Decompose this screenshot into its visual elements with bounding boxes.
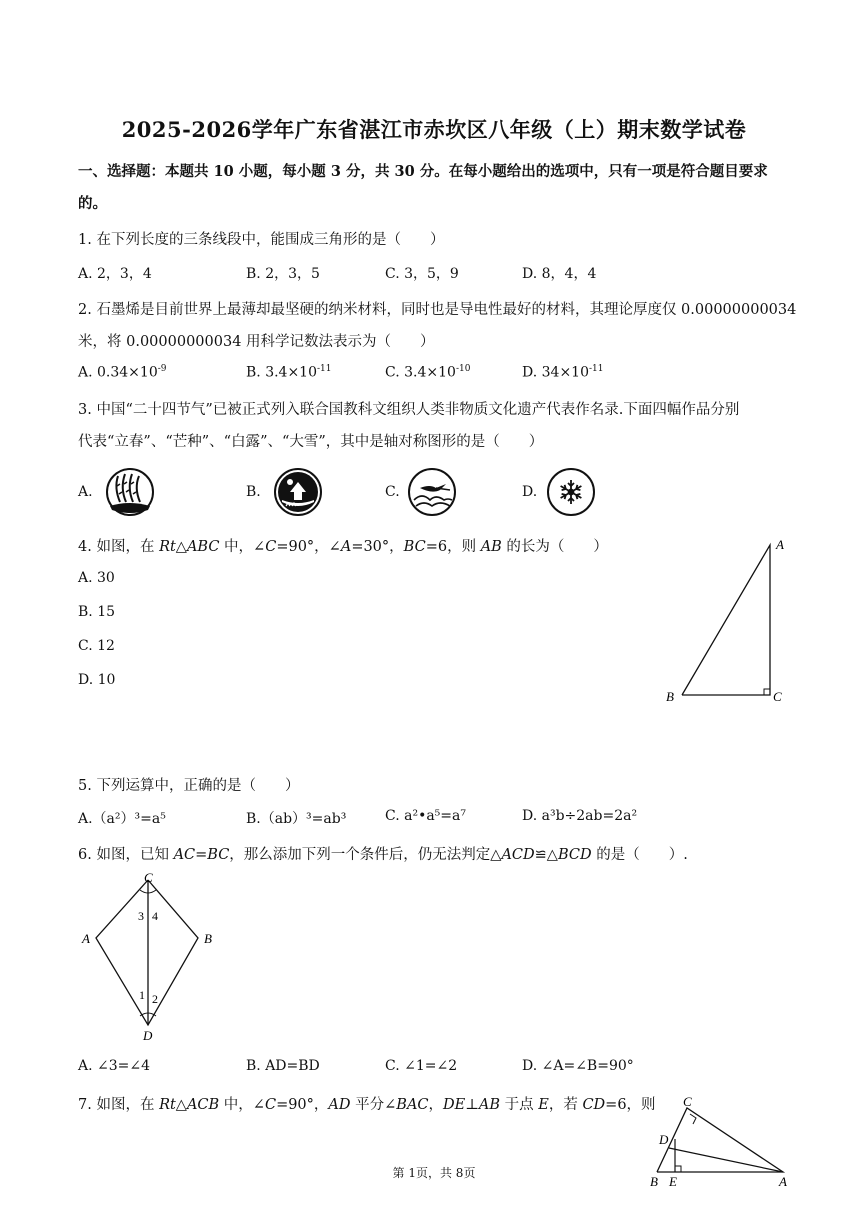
mangzhong-farmer-icon [274, 468, 322, 516]
q6-angle-1: 1 [139, 988, 145, 1002]
q3-option-d-label: D. [522, 484, 538, 500]
q1-option-b: B. 2，3，5 [246, 266, 320, 282]
q5-option-d: D. a³b÷2ab=2a² [522, 808, 638, 824]
q4-option-c: C. 12 [78, 638, 115, 654]
q6-vertex-a: A [82, 931, 90, 946]
q6-vertex-c: C [144, 870, 153, 885]
q3-option-b-label: B. [246, 484, 261, 500]
q6-stem: 6. 如图，已知 AC=BC，那么添加下列一个条件后，仍无法判定△ACD≌△BCD 的是（ ）. [78, 847, 688, 863]
lichun-willow-icon [106, 468, 154, 516]
q7-vertex-a: A [779, 1174, 787, 1189]
q2-option-a: A. $0.34\times 10^{-9}$ [78, 364, 167, 381]
page-title: 2025-2026学年广东省湛江市赤坎区八年级（上）期末数学试卷 [121, 117, 747, 142]
q7-vertex-c: C [683, 1094, 692, 1109]
q6-kite-figure [78, 870, 238, 1045]
q5-option-a: A.（a²）³=a⁵ [78, 811, 166, 827]
q2-stem-line1: 2. 石墨烯是目前世界上最薄却最坚硬的纳米材料，同时也是导电性最好的材料，其理论厚度仅 0.00000000034 [78, 302, 797, 318]
q6-angle-2: 2 [152, 992, 158, 1006]
q6-option-c: C. ∠1=∠2 [385, 1058, 458, 1074]
q6-vertex-d: D [143, 1028, 153, 1043]
q6-option-a: A. ∠3=∠4 [78, 1058, 151, 1074]
q5-option-c: C. a²•a⁵=a⁷ [385, 808, 466, 824]
q7-vertex-b: B [650, 1174, 658, 1189]
q2-option-d: D. $34\times 10^{-11}$ [522, 364, 604, 381]
q2-option-c: C. $3.4\times 10^{-10}$ [385, 364, 471, 381]
q1-option-d: D. 8，4，4 [522, 266, 597, 282]
q3-option-c-label: C. [385, 484, 400, 500]
q4-vertex-b: B [666, 689, 674, 704]
bailu-crane-icon [408, 468, 456, 516]
q1-option-a: A. 2，3，4 [78, 266, 152, 282]
q3-option-a-label: A. [78, 484, 93, 500]
q3-stem-line1: 3. 中国“二十四节气”已被正式列入联合国教科文组织人类非物质文化遗产代表作名录.下面四幅作品分别 [78, 402, 740, 418]
q2-stem-line2: 米，将 0.00000000034 用科学记数法表示为（ ） [78, 334, 435, 350]
q4-vertex-c: C [773, 689, 782, 704]
section-heading-line1: 一、选择题：本题共 10 小题，每小题 3 分，共 30 分。在每小题给出的选项中，只有一项是符合题目要求 [78, 163, 768, 180]
q5-option-b: B.（ab）³=ab³ [246, 811, 347, 827]
q4-option-a: A. 30 [78, 570, 115, 586]
page-footer: 第 1页，共 8页 [392, 1166, 476, 1180]
q7-vertex-d: D [659, 1132, 669, 1147]
q6-angle-3: 3 [138, 909, 144, 923]
q6-angle-4: 4 [152, 909, 158, 923]
q6-option-d: D. ∠A=∠B=90° [522, 1058, 634, 1074]
q4-vertex-a: A [776, 537, 784, 552]
q7-vertex-e: E [669, 1174, 677, 1189]
q1-stem: 1. 在下列长度的三条线段中，能围成三角形的是（ ） [78, 232, 445, 248]
q4-stem: 4. 如图，在 Rt△ABC 中，∠C=90°，∠A=30°，BC=6，则 AB 的长为（ ） [78, 539, 608, 555]
q7-stem: 7. 如图，在 Rt△ACB 中，∠C=90°，AD 平分∠BAC，DE⊥AB 于点 E，若 CD=6，则 [78, 1097, 656, 1113]
section-heading-line2: 的。 [78, 195, 107, 212]
q1-option-c: C. 3，5，9 [385, 266, 459, 282]
q6-vertex-b: B [204, 931, 212, 946]
q4-option-d: D. 10 [78, 672, 116, 688]
daxue-snowflake-icon [547, 468, 595, 516]
q4-option-b: B. 15 [78, 604, 116, 620]
q6-option-b: B. AD=BD [246, 1058, 320, 1074]
q4-triangle-figure [660, 535, 800, 705]
q3-stem-line2: 代表“立春”、“芒种”、“白露”、“大雪”，其中是轴对称图形的是（ ） [78, 434, 544, 450]
q5-stem: 5. 下列运算中，正确的是（ ） [78, 778, 300, 794]
q2-option-b: B. $3.4\times 10^{-11}$ [246, 364, 332, 381]
